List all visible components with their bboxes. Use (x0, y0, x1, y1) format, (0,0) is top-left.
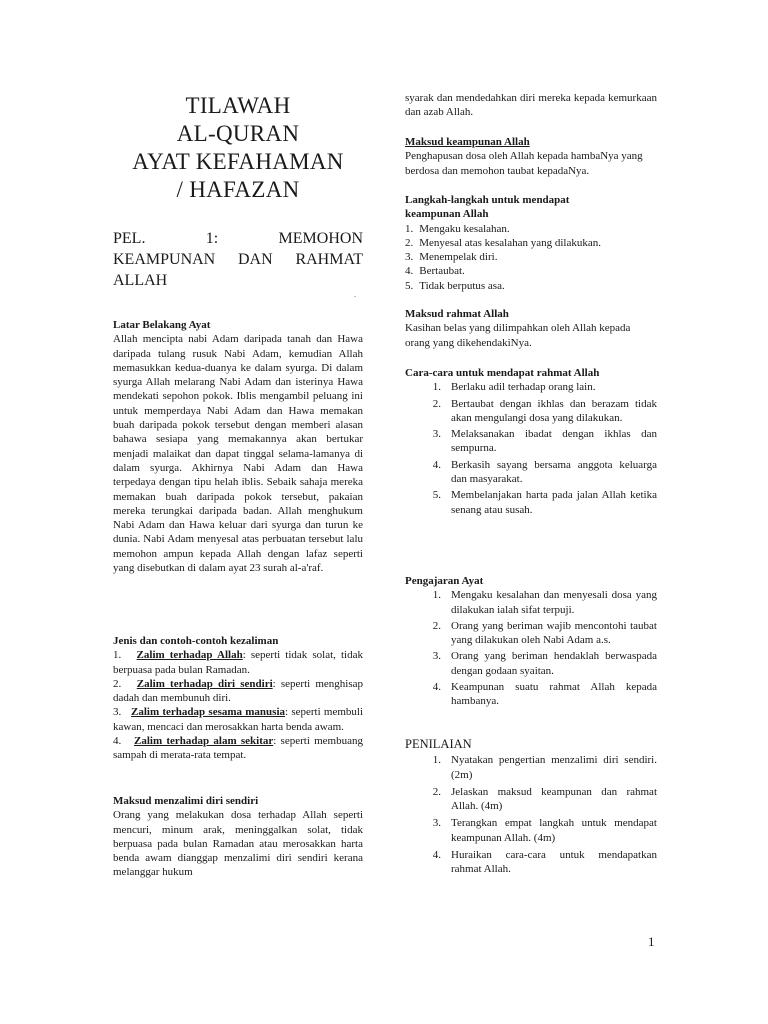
item-number: 2. (405, 236, 414, 249)
item-number: 2. (432, 785, 441, 798)
langkah-heading-line: keampunan Allah (405, 208, 489, 221)
item-number: 3. (405, 251, 414, 264)
rahmat-section (405, 307, 657, 350)
item-text: Keampunan suatu rahmat Allah kepada hambanya. (451, 681, 657, 708)
lesson-title-line: ALLAH (113, 272, 168, 289)
list-item (405, 236, 657, 250)
menzalimi-continuation (405, 91, 657, 120)
menzalimi-heading: Maksud menzalimi diri sendiri (113, 795, 259, 807)
item-text: Huraikan cara-cara untuk mendapatkan rahmat Allah. (451, 849, 657, 876)
item-number: 2. (113, 677, 122, 690)
list-item (405, 816, 657, 845)
item-text: Bertaubat. (419, 265, 465, 278)
item-number: 3. (432, 428, 441, 441)
item-number: 1. (113, 649, 122, 662)
item-label: Zalim terhadap alam sekitar (134, 735, 274, 748)
pengajaran-section (405, 574, 657, 709)
item-text: Orang yang beriman wajib mencontohi taubat yang dilakukan oleh Nabi Adam a.s. (451, 619, 657, 647)
item-number: 1. (432, 381, 441, 394)
kezaliman-item (113, 677, 363, 706)
item-text: Melaksanakan ibadat dengan ikhlas dan sempurna. (451, 428, 657, 455)
item-number: 3. (432, 817, 441, 830)
kezaliman-section (113, 634, 363, 763)
item-text: Terangkan empat langkah untuk mendapat keampunan Allah. (4m) (451, 817, 657, 844)
item-text: Membelanjakan harta pada jalan Allah ketika senang atau susah. (451, 489, 657, 516)
penilaian-heading: PENILAIAN (405, 737, 472, 751)
item-number: 1. (432, 754, 441, 767)
item-number: 4. (432, 458, 441, 471)
list-item (405, 848, 657, 877)
item-number: 4. (405, 265, 414, 278)
item-desc: : seperti membuang sampah di merata-rata tempat. (113, 735, 363, 762)
document-title (113, 92, 363, 204)
item-number: 4. (113, 735, 122, 748)
item-number: 1. (432, 589, 441, 602)
kezaliman-item (113, 734, 363, 763)
item-text: Jelaskan maksud keampunan dan rahmat Allah. (4m) (451, 785, 657, 813)
title-line: / HAFAZAN (176, 177, 300, 202)
item-text: Orang yang beriman hendaklah berwaspada dengan godaan syaitan. (451, 650, 657, 677)
list-item (405, 380, 657, 394)
stray-dot: . (354, 290, 356, 299)
latar-heading: Latar Belakang Ayat (113, 319, 211, 331)
item-text: Tidak berputus asa. (419, 279, 505, 292)
list-item (405, 680, 657, 709)
cara-section (405, 366, 657, 517)
item-text: Nyatakan pengertian menzalimi diri sendiri. (2m) (451, 754, 657, 781)
item-number: 2. (432, 619, 441, 632)
keampunan-heading: Maksud keampunan Allah (405, 136, 530, 148)
kezaliman-item (113, 648, 363, 677)
list-item (405, 588, 657, 617)
item-desc: : seperti menghisap dadah dan membunuh diri. (113, 677, 363, 705)
item-desc: : seperti membuli kawan, mencaci dan merosakkan harta benda awam. (113, 706, 364, 733)
list-item (405, 753, 657, 782)
pengajaran-list (405, 588, 657, 708)
list-item (405, 222, 657, 236)
list-item (405, 458, 657, 487)
list-item (405, 397, 657, 426)
list-item (405, 279, 657, 293)
item-number: 3. (432, 650, 441, 663)
item-text: Mengaku kesalahan dan menyesali dosa yang dilakukan ialah sifat terpuji. (451, 589, 657, 616)
kezaliman-item (113, 705, 363, 734)
langkah-heading-line: Langkah-langkah untuk mendapat (405, 194, 570, 206)
cara-heading: Cara-cara untuk mendapat rahmat Allah (405, 367, 600, 379)
list-item (405, 785, 657, 814)
list-item (405, 619, 657, 648)
item-number: 1. (405, 222, 414, 235)
list-item (405, 264, 657, 278)
list-item (405, 488, 657, 517)
item-text: Mengaku kesalahan. (419, 222, 510, 235)
penilaian-section (405, 737, 657, 877)
latar-text: Allah mencipta nabi Adam daripada tanah dan Hawa daripada tulang rusuk Nabi Adam, kemudian Allah memasukkan kedua-duanya ke dalam syurga. Di dalam syurga Allah melarang Nabi Adam dan isterinya Hawa mendekati sepohon pokok. Iblis mengambil peluang ini untuk memperdaya Nabi Adam dan Hawa memakan buah daripada pokok tersebut dengan memberi alasan bahawa sesiapa yang memakannya akan bertukar menjadi malaikat dan dapat tinggal selama-lamanya di dalam syurga. Akhirnya Nabi Adam dan Hawa terpedaya dengan tipu helah iblis. Sebaik sahaja mereka memakan buah daripada pokok tersebut, pakaian mereka terungkai daripada badan. Allah menghukum Nabi Adam dan Hawa keluar dari syurga dan turun ke dunia. Nabi Adam menyesal atas perbuatan tersebut lalu memohon ampun kepada Allah dengan lafaz seperti yang disebutkan di dalam ayat 23 surah al-a'raf. (113, 333, 363, 575)
item-number: 4. (432, 849, 441, 862)
langkah-section (405, 193, 657, 293)
item-number: 4. (432, 681, 441, 694)
item-text: Berkasih sayang bersama anggota keluarga dan masyarakat. (451, 458, 657, 486)
rahmat-text: Kasihan belas yang dilimpahkan oleh Allah kepada orang yang dikehendakiNya. (405, 322, 631, 349)
item-text: Menempelak diri. (419, 251, 498, 264)
langkah-list (405, 222, 657, 293)
item-label: Zalim terhadap diri sendiri (136, 677, 273, 690)
list-item (405, 427, 657, 456)
title-line: TILAWAH (185, 93, 291, 118)
pengajaran-heading: Pengajaran Ayat (405, 575, 484, 587)
title-line: AYAT KEFAHAMAN (132, 149, 344, 174)
penilaian-list (405, 753, 657, 876)
rahmat-heading: Maksud rahmat Allah (405, 308, 509, 320)
item-number: 2. (432, 397, 441, 410)
lesson-title (113, 228, 363, 291)
menzalimi-section (113, 794, 363, 880)
langkah-heading (405, 193, 657, 222)
cara-list (405, 380, 657, 517)
lesson-title-line: KEAMPUNAN DAN RAHMAT (113, 251, 363, 268)
item-desc: : seperti tidak solat, tidak berpuasa pada bulan Ramadan. (113, 649, 363, 676)
kezaliman-heading: Jenis dan contoh-contoh kezaliman (113, 635, 279, 647)
item-number: 5. (432, 489, 441, 502)
title-line: AL-QURAN (176, 121, 300, 146)
list-item (405, 649, 657, 678)
item-label: Zalim terhadap Allah (136, 649, 243, 662)
item-number: 5. (405, 279, 414, 292)
latar-section (113, 318, 363, 575)
menzalimi-continuation-text: syarak dan mendedahkan diri mereka kepada kemurkaan dan azab Allah. (405, 92, 657, 119)
page-number: 1 (648, 934, 655, 949)
item-text: Menyesal atas kesalahan yang dilakukan. (419, 236, 601, 249)
keampunan-text: Penghapusan dosa oleh Allah kepada hambaNya yang berdosa dan memohon taubat kepadaNya. (405, 150, 643, 177)
keampunan-section (405, 135, 657, 178)
item-text: Berlaku adil terhadap orang lain. (451, 381, 596, 394)
item-label: Zalim terhadap sesama manusia (131, 706, 286, 719)
lesson-title-line: PEL. 1: MEMOHON (113, 230, 363, 247)
item-number: 3. (113, 706, 122, 719)
menzalimi-text: Orang yang melakukan dosa terhadap Allah seperti mencuri, minum arak, meninggalkan solat, tidak berpuasa pada bulan Ramadan atau merosakkan harta benda awam dianggap menzalimi diri sendiri kerana melanggar hukum (113, 809, 363, 879)
item-text: Bertaubat dengan ikhlas dan berazam tidak akan mengulangi dosa yang dilakukan. (451, 397, 657, 424)
list-item (405, 250, 657, 264)
